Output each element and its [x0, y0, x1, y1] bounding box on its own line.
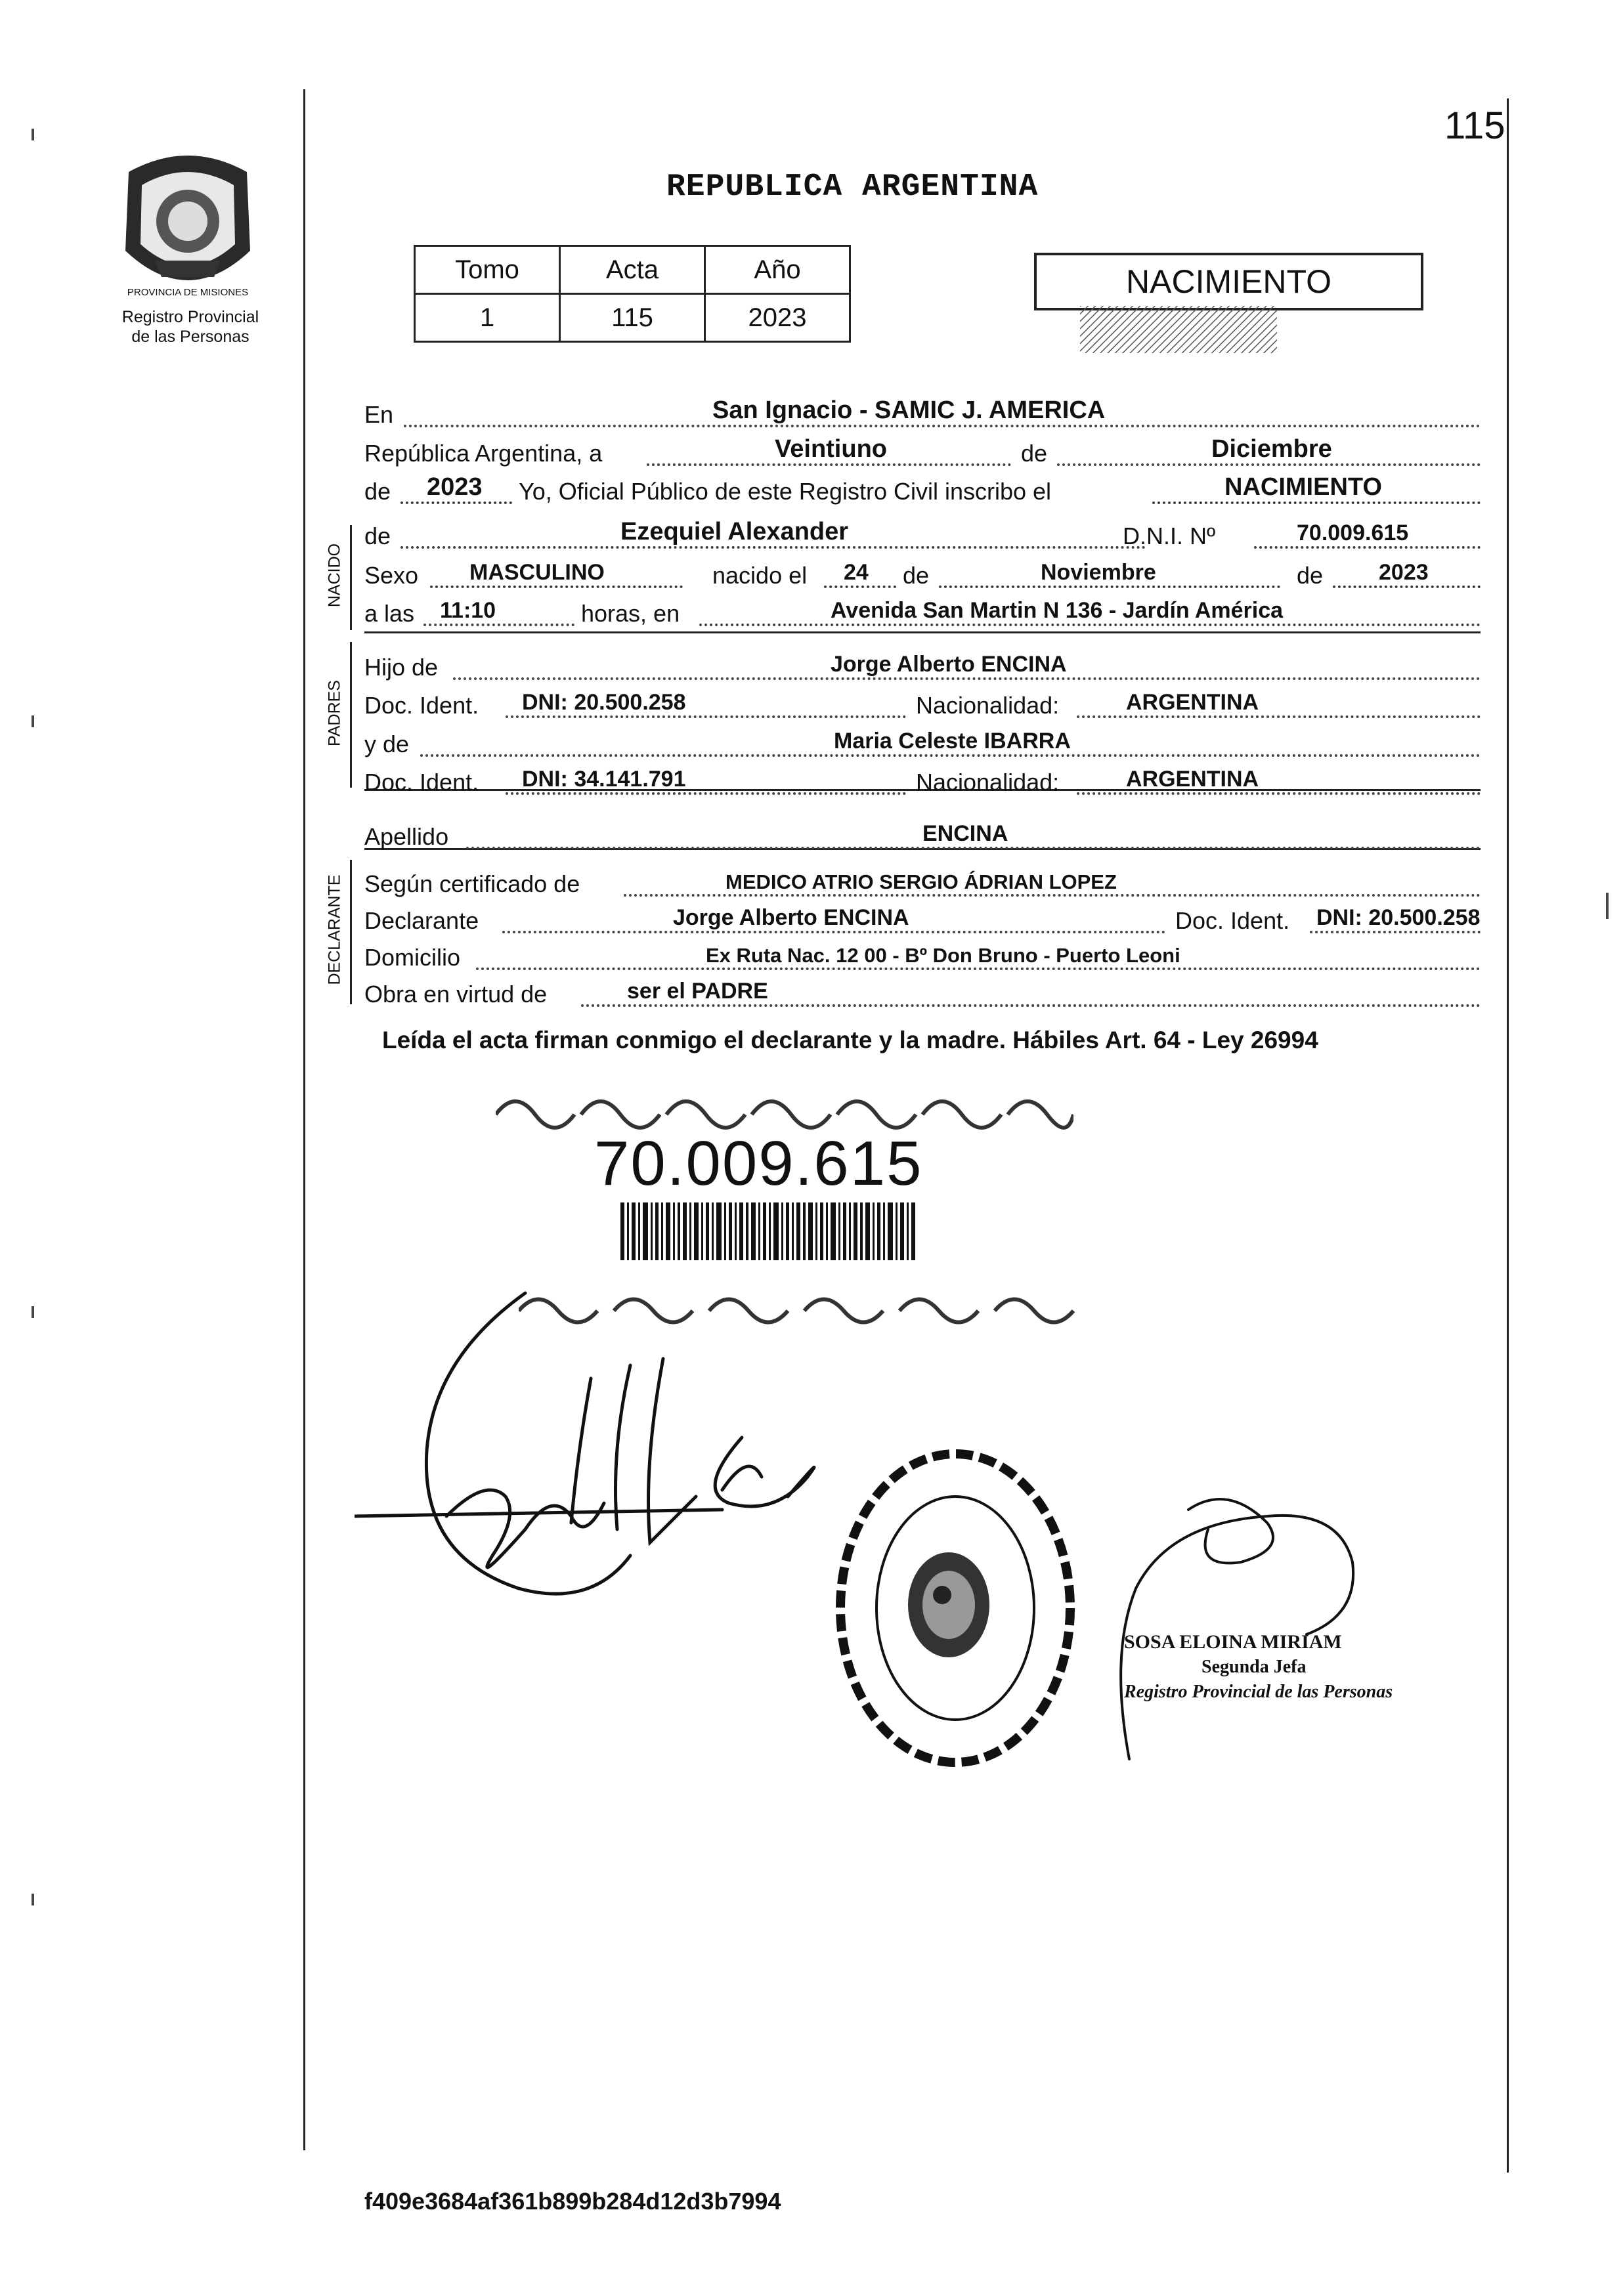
- value-nac-dia: 24: [844, 560, 869, 585]
- field-row-en: [364, 397, 1481, 431]
- page-number: 115: [1444, 104, 1505, 147]
- label-domicilio: Domicilio: [364, 944, 461, 971]
- dotted-fill: [1310, 931, 1481, 933]
- field-row-sexo: [364, 558, 1481, 592]
- label-doc-ident: Doc. Ident.: [364, 769, 479, 796]
- field-row-nombre: [364, 519, 1481, 553]
- field-row-fecha: [364, 436, 1481, 470]
- label-nac-anio: de: [1297, 562, 1324, 589]
- field-row-doc-madre: [364, 765, 1481, 799]
- page-title: REPUBLICA ARGENTINA: [666, 169, 1039, 205]
- reference-table-values: [415, 294, 850, 342]
- field-row-hora: [364, 596, 1481, 630]
- official-seal-stamp: [824, 1444, 1087, 1772]
- section-bracket-nacido: [350, 525, 352, 630]
- field-row-obra: [364, 977, 1481, 1011]
- dotted-fill: [476, 967, 1481, 970]
- punch-mark: [32, 1306, 34, 1318]
- value-dni: 70.009.615: [1297, 521, 1409, 545]
- dotted-fill: [824, 585, 896, 588]
- dotted-fill: [466, 847, 1481, 849]
- label-horas-en: horas, en: [581, 600, 680, 627]
- reference-value-tomo: 1: [415, 294, 560, 342]
- value-lugar-inscripcion: San Ignacio - SAMIC J. AMERICA: [712, 396, 1106, 424]
- value-dia: Veintiuno: [775, 435, 887, 463]
- label-inscribo: Yo, Oficial Público de este Registro Civil inscribo el: [519, 478, 1052, 505]
- field-row-apellido: [364, 819, 1481, 853]
- dotted-fill: [939, 585, 1280, 588]
- label-en: En: [364, 401, 394, 428]
- dotted-fill: [581, 1004, 1481, 1007]
- reference-value-anio: 2023: [705, 294, 850, 342]
- reference-header-anio: Año: [705, 246, 850, 294]
- dotted-fill: [1333, 585, 1481, 588]
- section-label-declarante: DECLARANTE: [325, 874, 344, 985]
- label-doc-ident: Doc. Ident.: [364, 692, 479, 719]
- value-obra: ser el PADRE: [627, 979, 768, 1004]
- field-row-domicilio: [364, 940, 1481, 974]
- barcode-icon: [620, 1202, 917, 1260]
- dotted-fill: [506, 792, 906, 795]
- value-declarante: Jorge Alberto ENCINA: [673, 905, 909, 930]
- section-bracket-declarante: [350, 860, 352, 1004]
- provincial-seal-logo: [116, 146, 260, 302]
- document-hash: f409e3684af361b899b284d12d3b7994: [364, 2188, 781, 2215]
- dotted-fill: [1077, 715, 1481, 718]
- section-divider: [364, 631, 1481, 633]
- value-nombre: Ezequiel Alexander: [620, 518, 849, 545]
- punch-mark: [1606, 893, 1609, 919]
- punch-mark: [32, 129, 34, 140]
- label-de: de: [1021, 440, 1048, 467]
- field-row-certificado: [364, 866, 1481, 901]
- dotted-fill: [502, 931, 1165, 933]
- dotted-fill: [420, 754, 1481, 757]
- dotted-fill: [506, 715, 906, 718]
- label-nacionalidad: Nacionalidad:: [916, 769, 1060, 796]
- value-doc-madre: DNI: 34.141.791: [522, 767, 686, 792]
- security-stamp: [1080, 306, 1277, 353]
- field-row-madre: [364, 727, 1481, 761]
- dotted-fill: [1077, 792, 1481, 795]
- left-margin-line: [303, 89, 305, 2150]
- label-nacionalidad: Nacionalidad:: [916, 692, 1060, 719]
- reference-header-tomo: Tomo: [415, 246, 560, 294]
- label-nac-de: de: [903, 562, 930, 589]
- dotted-fill: [624, 894, 1481, 897]
- label-dni: D.N.I. Nº: [1123, 522, 1216, 549]
- value-nac-mes: Noviembre: [1041, 560, 1156, 585]
- label-hijo-de: Hijo de: [364, 654, 439, 681]
- dotted-fill: [699, 624, 1481, 626]
- field-row-inscripcion: [364, 474, 1481, 508]
- reference-table: [414, 245, 851, 343]
- label-nacido-el: nacido el: [712, 562, 808, 589]
- dni-security-number: 70.009.615: [594, 1128, 923, 1199]
- official-title: Segunda Jefa: [1201, 1657, 1307, 1677]
- label-doc-ident: Doc. Ident.: [1175, 907, 1290, 934]
- dotted-fill: [453, 677, 1481, 680]
- dotted-fill: [400, 501, 512, 504]
- reference-value-acta: 115: [560, 294, 705, 342]
- value-inscribo: NACIMIENTO: [1224, 473, 1382, 501]
- section-label-padres: PADRES: [325, 680, 344, 746]
- value-anio: 2023: [427, 473, 483, 501]
- dotted-fill: [647, 463, 1011, 466]
- value-hora: 11:10: [440, 598, 496, 623]
- value-domicilio: Ex Ruta Nac. 12 00 - Bº Don Bruno - Puerto Leoni: [706, 944, 1180, 967]
- label-obra: Obra en virtud de: [364, 981, 548, 1008]
- value-padre: Jorge Alberto ENCINA: [831, 652, 1067, 677]
- registry-caption-line: de las Personas: [131, 328, 249, 346]
- dotted-fill: [400, 546, 1146, 549]
- section-bracket-padres: [350, 642, 352, 788]
- declarant-signature: [355, 1280, 847, 1621]
- dotted-fill: [1152, 501, 1481, 504]
- record-type-box: NACIMIENTO: [1034, 253, 1423, 310]
- section-label-nacido: NACIDO: [325, 543, 344, 608]
- label-de-nombre: de: [364, 522, 391, 549]
- seal-logo-text: PROVINCIA DE MISIONES: [127, 287, 249, 298]
- value-madre: Maria Celeste IBARRA: [834, 729, 1071, 754]
- field-row-declarante: [364, 903, 1481, 937]
- label-certificado: Según certificado de: [364, 870, 580, 897]
- official-office: Registro Provincial de las Personas: [1124, 1682, 1393, 1702]
- value-sexo: MASCULINO: [469, 560, 605, 585]
- value-nac-anio: 2023: [1379, 560, 1429, 585]
- dotted-fill: [1254, 546, 1481, 549]
- official-signature: [1110, 1483, 1385, 1766]
- reference-header-acta: Acta: [560, 246, 705, 294]
- label-declarante: Declarante: [364, 907, 479, 934]
- label-a-las: a las: [364, 600, 415, 627]
- field-row-doc-padre: [364, 688, 1481, 722]
- value-nacionalidad-madre: ARGENTINA: [1126, 767, 1259, 792]
- registry-caption-line: Registro Provincial: [121, 308, 259, 326]
- dotted-fill: [430, 585, 683, 588]
- signature-note: Leída el acta firman conmigo el declarante y la madre. Hábiles Art. 64 - Ley 26994: [382, 1027, 1318, 1053]
- punch-mark: [32, 1894, 34, 1905]
- label-republica: República Argentina, a: [364, 440, 603, 467]
- right-margin-line: [1507, 98, 1509, 2173]
- dotted-fill: [423, 624, 574, 626]
- label-de-anio: de: [364, 478, 391, 505]
- dotted-fill: [404, 425, 1481, 427]
- label-apellido: Apellido: [364, 823, 449, 850]
- value-mes: Diciembre: [1211, 435, 1332, 463]
- label-y-de: y de: [364, 731, 410, 757]
- dotted-fill: [1057, 463, 1481, 466]
- value-doc-declarante: DNI: 20.500.258: [1316, 905, 1481, 930]
- field-row-padre: [364, 650, 1481, 684]
- value-lugar-nacimiento: Avenida San Martin N 136 - Jardín América: [831, 598, 1284, 623]
- value-apellido: ENCINA: [922, 821, 1008, 846]
- label-sexo: Sexo: [364, 562, 419, 589]
- official-name: SOSA ELOINA MIRIAM: [1124, 1631, 1342, 1653]
- value-certificado: MEDICO ATRIO SERGIO ÁDRIAN LOPEZ: [725, 870, 1117, 893]
- value-doc-padre: DNI: 20.500.258: [522, 690, 686, 715]
- registry-caption: [98, 307, 282, 347]
- reference-table-header: [415, 246, 850, 294]
- value-nacionalidad-padre: ARGENTINA: [1126, 690, 1259, 715]
- punch-mark: [32, 715, 34, 727]
